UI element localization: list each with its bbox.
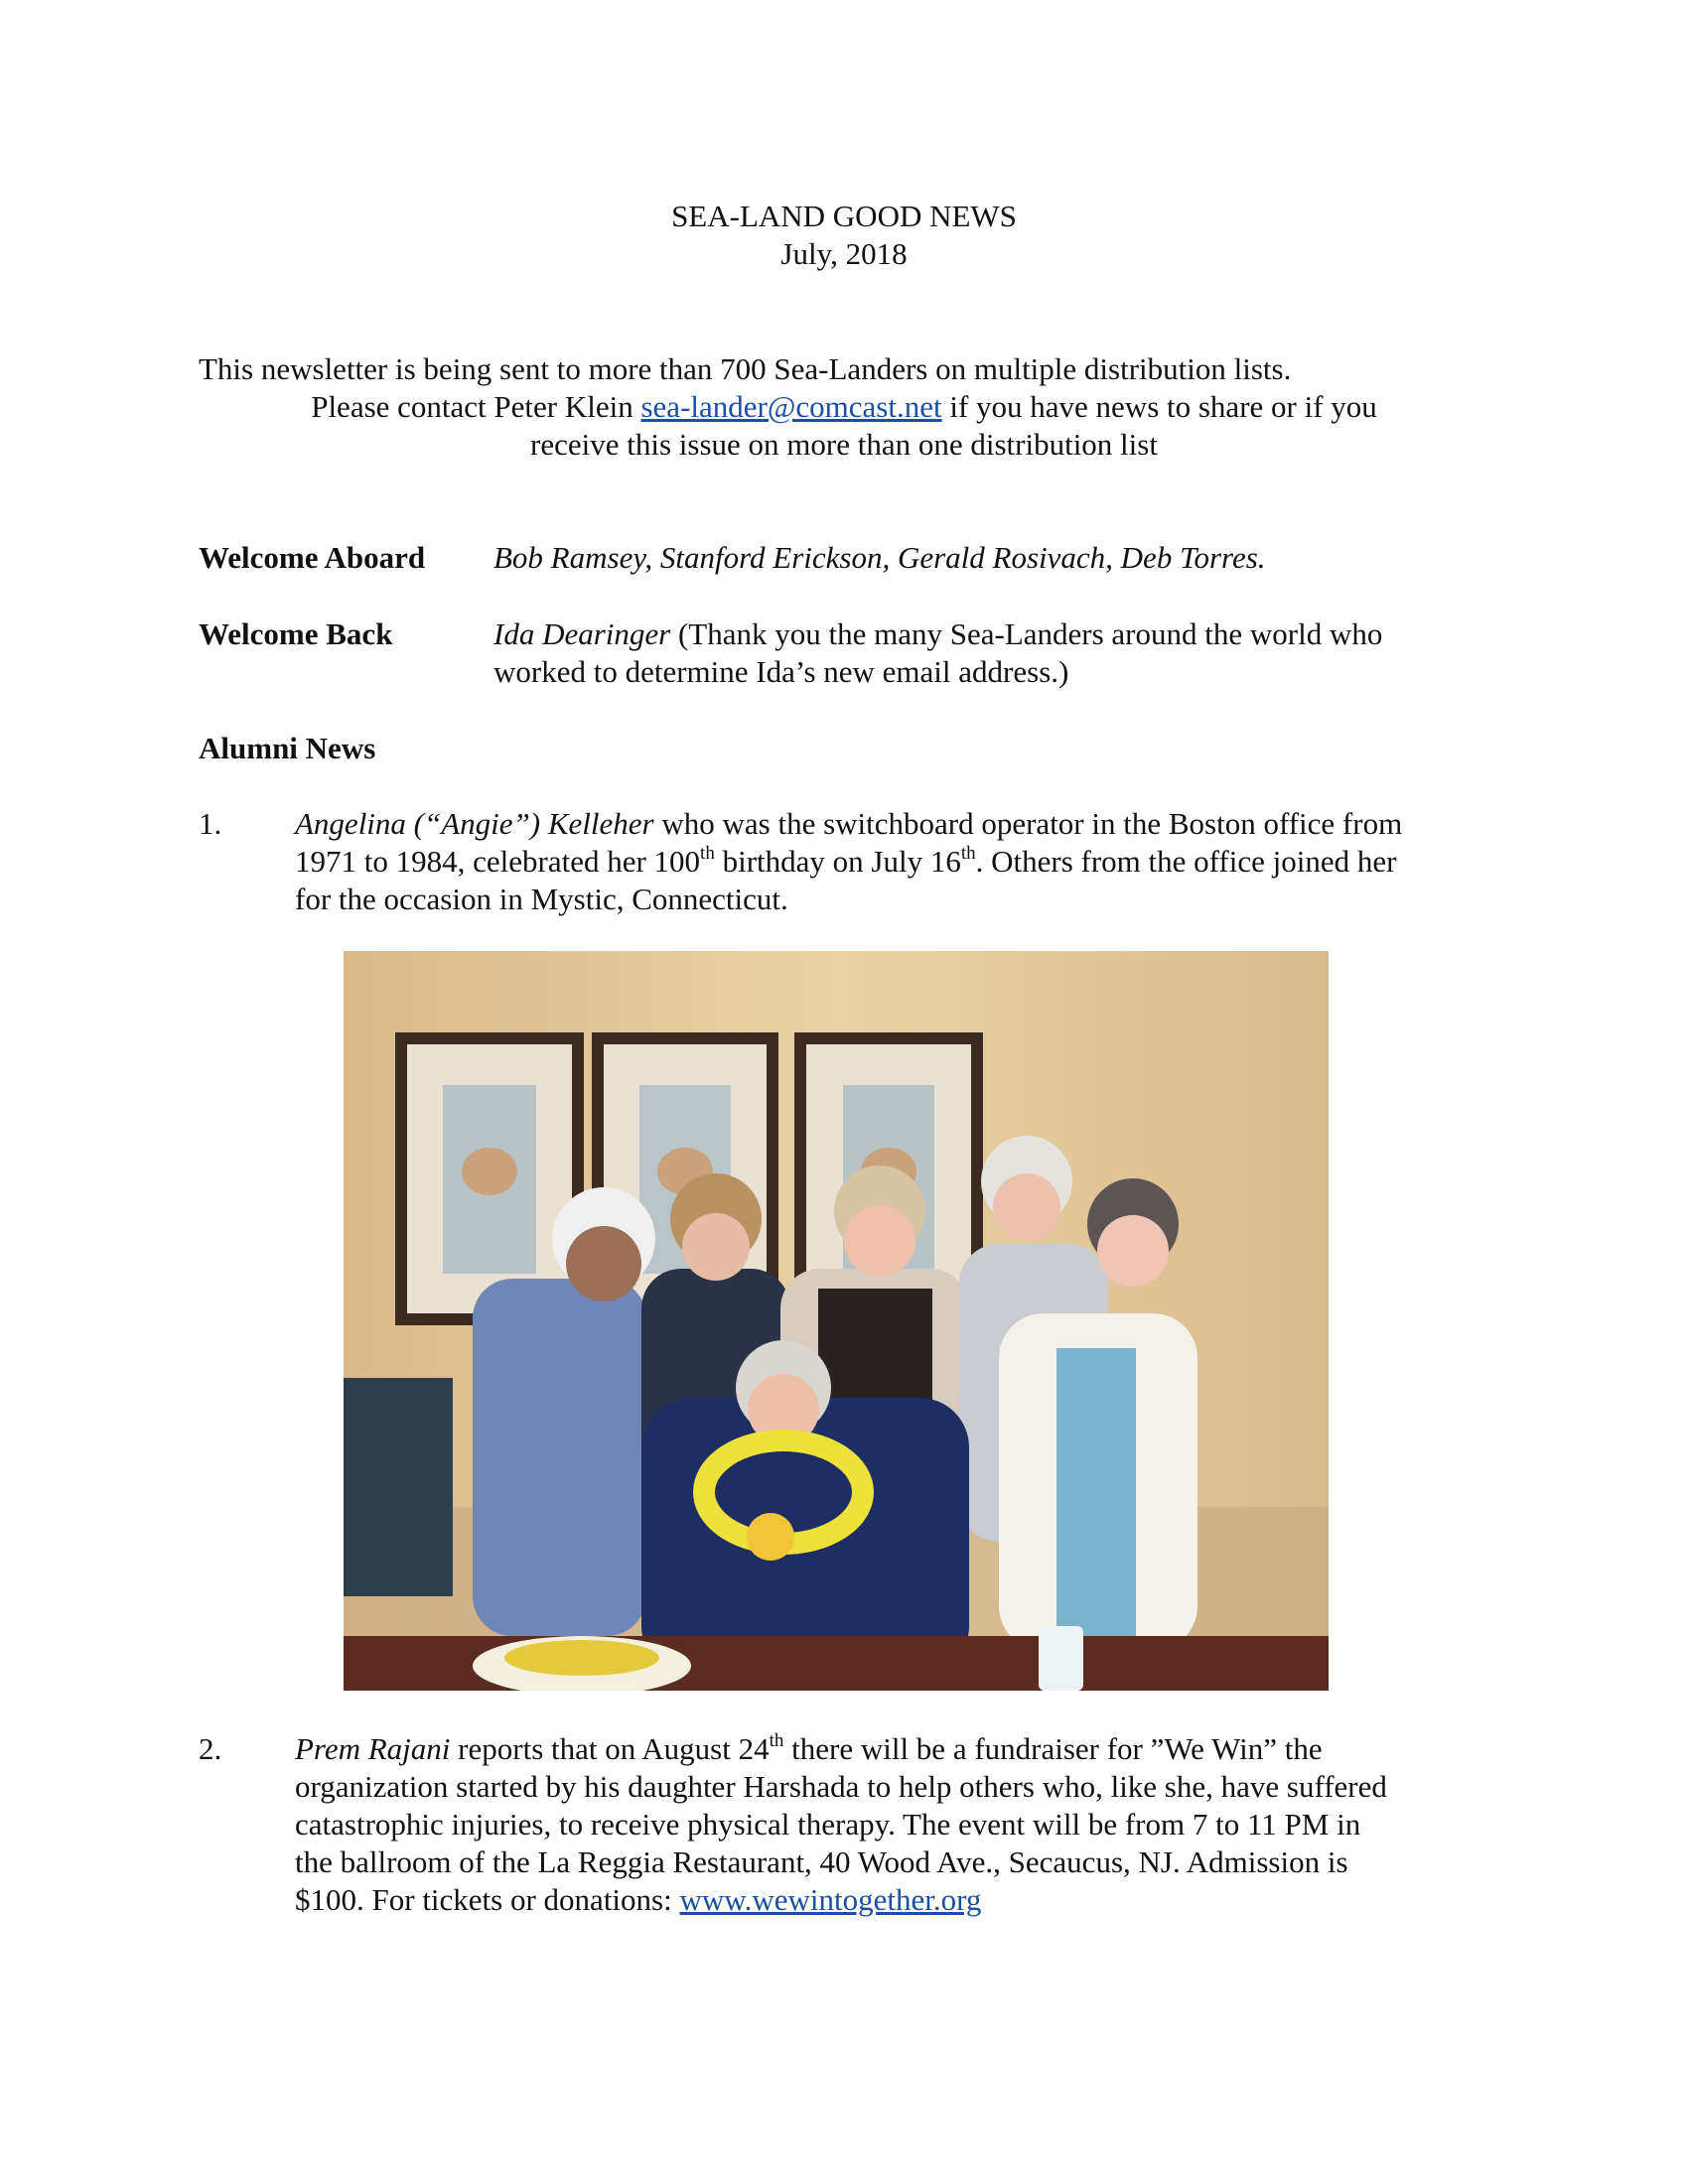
item-2-line-1-a: reports that on August 24 [450, 1731, 770, 1766]
item-2-line-1-b: there will be a fundraiser for ”We Win” the [783, 1731, 1323, 1766]
item-1-sup-2: th [960, 842, 976, 864]
chair [344, 1378, 453, 1596]
item-2-number: 2. [199, 1731, 222, 1766]
item-1-line-3: for the occasion in Mystic, Connecticut. [295, 882, 788, 916]
item-2-line-5-start: $100. For tickets or donations: [295, 1882, 680, 1917]
item-2-sup: th [769, 1729, 784, 1751]
item-2-line-5 [295, 1881, 981, 1919]
water-bottle [1039, 1626, 1083, 1691]
welcome-back-note-2: worked to determine Ida’s new email address.) [493, 654, 1069, 689]
welcome-back-name: Ida Dearinger [493, 616, 671, 651]
intro-line-2-start: Please contact Peter Klein [311, 389, 641, 424]
item-1-number: 1. [199, 806, 222, 841]
welcome-back-note-1: (Thank you the many Sea-Landers around the world who [670, 616, 1383, 651]
item-2-line-2: organization started by his daughter Harshada to help others who, like she, have suffered [295, 1769, 1387, 1804]
item-2-name: Prem Rajani [295, 1731, 451, 1766]
item-1-sup-1: th [700, 842, 715, 864]
group-of-people [473, 1136, 1197, 1676]
alumni-news-heading: Alumni News [199, 731, 376, 765]
item-1-line-2-c: . Others from the office joined her [975, 844, 1397, 879]
item-2-line-3: catastrophic injuries, to receive physical therapy. The event will be from 7 to 11 PM in [295, 1807, 1361, 1842]
item-1-line-2-b: birthday on July 16 [714, 844, 961, 879]
item-1-line-1-rest: who was the switchboard operator in the Boston office from [653, 806, 1403, 841]
item-2-line-4: the ballroom of the La Reggia Restaurant, 40 Wood Ave., Secaucus, NJ. Admission is [295, 1844, 1348, 1879]
welcome-back-line-1 [493, 615, 1382, 653]
birthday-party-photo [344, 951, 1329, 1691]
intro-line-1: This newsletter is being sent to more than 700 Sea-Landers on multiple distribution lists. [199, 351, 1292, 386]
newsletter-date: July, 2018 [780, 236, 908, 271]
newsletter-title: SEA-LAND GOOD NEWS [671, 199, 1017, 233]
wewin-website-link[interactable]: www.wewintogether.org [679, 1882, 982, 1917]
contact-email-link[interactable]: sea-lander@comcast.net [640, 389, 942, 424]
intro-line-2-end: if you have news to share or if you [941, 389, 1377, 424]
birthday-party-illustration [344, 951, 1329, 1691]
item-1-line-2 [295, 843, 1396, 881]
welcome-aboard-names: Bob Ramsey, Stanford Erickson, Gerald Rosivach, Deb Torres. [493, 540, 1266, 575]
intro-line-2 [0, 388, 1688, 426]
intro-line-3: receive this issue on more than one distribution list [530, 427, 1158, 462]
welcome-back-label: Welcome Back [199, 616, 393, 651]
item-1-name: Angelina (“Angie”) Kelleher [295, 806, 654, 841]
item-1-line-1 [295, 805, 1402, 843]
item-1-line-2-a: 1971 to 1984, celebrated her 100 [295, 844, 701, 879]
welcome-aboard-label: Welcome Aboard [199, 540, 426, 575]
item-2-line-1 [295, 1730, 1323, 1768]
